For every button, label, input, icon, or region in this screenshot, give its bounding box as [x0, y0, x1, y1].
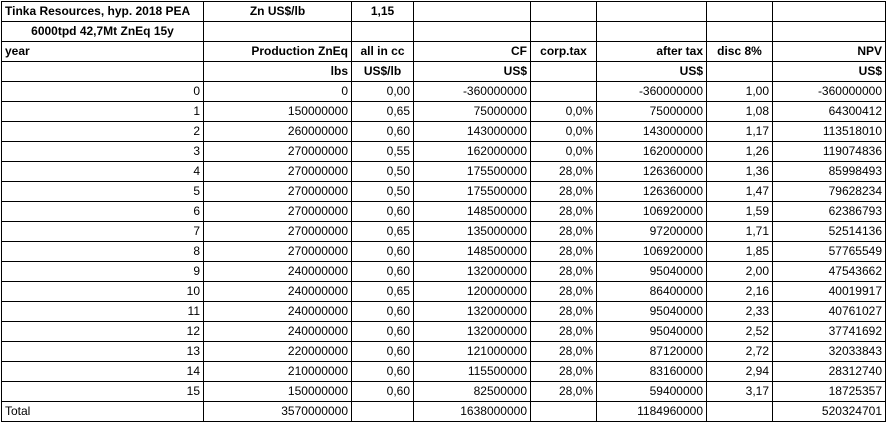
cell-aftertax[interactable]: 106920000 — [597, 202, 707, 222]
table-row — [2, 362, 886, 382]
cell-cf[interactable]: 148500000 — [414, 202, 531, 222]
cell-tax[interactable]: 28,0% — [531, 342, 597, 362]
price-value-cell[interactable]: 1,15 — [352, 2, 414, 22]
cell-aftertax[interactable]: 162000000 — [597, 142, 707, 162]
total-cf[interactable]: 1638000000 — [414, 402, 531, 422]
cell-npv[interactable]: 64300412 — [773, 102, 886, 122]
cell-disc[interactable]: 1,36 — [707, 162, 773, 182]
cell-aftertax[interactable]: 97200000 — [597, 222, 707, 242]
cell-production[interactable]: 270000000 — [204, 182, 352, 202]
cell-aftertax[interactable]: -360000000 — [597, 82, 707, 102]
cell-npv[interactable]: 79628234 — [773, 182, 886, 202]
table-row — [2, 302, 886, 322]
cell-disc[interactable]: 1,17 — [707, 122, 773, 142]
empty-cell[interactable] — [707, 402, 773, 422]
cell-allin[interactable]: 0,65 — [352, 222, 414, 242]
total-npv[interactable]: 520324701 — [773, 402, 886, 422]
cell-npv[interactable]: 28312740 — [773, 362, 886, 382]
cell-aftertax[interactable]: 83160000 — [597, 362, 707, 382]
empty-cell[interactable] — [414, 2, 531, 22]
cell-allin[interactable]: 0,60 — [352, 362, 414, 382]
empty-cell[interactable] — [597, 22, 707, 42]
cell-disc[interactable]: 1,59 — [707, 202, 773, 222]
empty-cell[interactable] — [773, 2, 886, 22]
cell-tax[interactable]: 28,0% — [531, 182, 597, 202]
cell-aftertax[interactable]: 143000000 — [597, 122, 707, 142]
total-aftertax[interactable]: 1184960000 — [597, 402, 707, 422]
cell-aftertax[interactable]: 95040000 — [597, 322, 707, 342]
cell-production[interactable]: 150000000 — [204, 382, 352, 402]
unit-cf[interactable]: US$ — [414, 62, 531, 82]
cell-disc[interactable]: 2,94 — [707, 362, 773, 382]
cell-aftertax[interactable]: 59400000 — [597, 382, 707, 402]
empty-cell[interactable] — [414, 22, 531, 42]
cell-npv[interactable]: 40761027 — [773, 302, 886, 322]
cell-cf[interactable]: 175500000 — [414, 162, 531, 182]
cell-cf[interactable]: 132000000 — [414, 302, 531, 322]
total-label[interactable]: Total — [2, 402, 204, 422]
header-production[interactable]: Production ZnEq — [204, 42, 352, 62]
table-row — [2, 282, 886, 302]
table-row — [2, 222, 886, 242]
cell-allin[interactable]: 0,60 — [352, 342, 414, 362]
cell-year[interactable]: 4 — [2, 162, 204, 182]
cell-cf[interactable]: 132000000 — [414, 322, 531, 342]
cell-tax[interactable]: 0,0% — [531, 122, 597, 142]
table-row — [2, 202, 886, 222]
cell-cf[interactable]: 135000000 — [414, 222, 531, 242]
unit-production[interactable]: lbs — [204, 62, 352, 82]
cell-tax[interactable]: 28,0% — [531, 362, 597, 382]
sheet-subtitle-cell[interactable]: 6000tpd 42,7Mt ZnEq 15y — [2, 22, 204, 42]
cell-disc[interactable]: 1,00 — [707, 82, 773, 102]
cell-year[interactable]: 0 — [2, 82, 204, 102]
cell-disc[interactable]: 1,85 — [707, 242, 773, 262]
empty-cell[interactable] — [352, 402, 414, 422]
cell-year[interactable]: 5 — [2, 182, 204, 202]
cell-disc[interactable]: 2,16 — [707, 282, 773, 302]
cell-allin[interactable]: 0,60 — [352, 302, 414, 322]
cell-tax[interactable]: 28,0% — [531, 262, 597, 282]
table-row — [2, 262, 886, 282]
cell-year[interactable]: 15 — [2, 382, 204, 402]
empty-cell[interactable] — [352, 22, 414, 42]
cell-npv[interactable]: 57765549 — [773, 242, 886, 262]
header-disc[interactable]: disc 8% — [707, 42, 773, 62]
cell-npv[interactable]: 85998493 — [773, 162, 886, 182]
title-row — [2, 2, 886, 22]
empty-cell[interactable] — [707, 62, 773, 82]
cell-tax[interactable]: 28,0% — [531, 162, 597, 182]
cell-cf[interactable]: 75000000 — [414, 102, 531, 122]
cell-production[interactable]: 240000000 — [204, 282, 352, 302]
cell-allin[interactable]: 0,50 — [352, 182, 414, 202]
npv-spreadsheet — [1, 1, 886, 422]
cell-npv[interactable]: 37741692 — [773, 322, 886, 342]
cell-aftertax[interactable]: 95040000 — [597, 262, 707, 282]
cell-year[interactable]: 12 — [2, 322, 204, 342]
sheet-title-cell[interactable]: Tinka Resources, hyp. 2018 PEA — [2, 2, 204, 22]
empty-cell[interactable] — [531, 22, 597, 42]
cell-year[interactable]: 11 — [2, 302, 204, 322]
cell-cf[interactable]: 121000000 — [414, 342, 531, 362]
cell-production[interactable]: 270000000 — [204, 162, 352, 182]
cell-disc[interactable]: 1,08 — [707, 102, 773, 122]
cell-npv[interactable]: 40019917 — [773, 282, 886, 302]
empty-cell[interactable] — [531, 62, 597, 82]
table-row — [2, 82, 886, 102]
cell-npv[interactable]: 32033843 — [773, 342, 886, 362]
empty-cell[interactable] — [204, 22, 352, 42]
header-npv[interactable]: NPV — [773, 42, 886, 62]
empty-cell[interactable] — [707, 22, 773, 42]
cell-production[interactable]: 240000000 — [204, 322, 352, 342]
cell-npv[interactable]: 119074836 — [773, 142, 886, 162]
cell-disc[interactable]: 1,26 — [707, 142, 773, 162]
cell-cf[interactable]: 82500000 — [414, 382, 531, 402]
table-row — [2, 102, 886, 122]
empty-cell[interactable] — [2, 62, 204, 82]
cell-npv[interactable]: 47543662 — [773, 262, 886, 282]
cell-cf[interactable]: 162000000 — [414, 142, 531, 162]
cell-allin[interactable]: 0,65 — [352, 102, 414, 122]
cell-allin[interactable]: 0,60 — [352, 382, 414, 402]
cell-year[interactable]: 9 — [2, 262, 204, 282]
cell-production[interactable]: 260000000 — [204, 122, 352, 142]
empty-cell[interactable] — [773, 22, 886, 42]
cell-allin[interactable]: 0,50 — [352, 162, 414, 182]
cell-disc[interactable]: 1,71 — [707, 222, 773, 242]
empty-cell[interactable] — [531, 402, 597, 422]
cell-year[interactable]: 13 — [2, 342, 204, 362]
cell-production[interactable]: 270000000 — [204, 242, 352, 262]
header-cf[interactable]: CF — [414, 42, 531, 62]
cell-year[interactable]: 8 — [2, 242, 204, 262]
header-aftertax[interactable]: after tax — [597, 42, 707, 62]
cell-tax[interactable]: 28,0% — [531, 202, 597, 222]
cell-tax[interactable]: 28,0% — [531, 382, 597, 402]
cell-year[interactable]: 1 — [2, 102, 204, 122]
table-row — [2, 322, 886, 342]
cell-aftertax[interactable]: 126360000 — [597, 182, 707, 202]
cell-disc[interactable]: 2,52 — [707, 322, 773, 342]
price-label-cell[interactable]: Zn US$/lb — [204, 2, 352, 22]
table-row — [2, 342, 886, 362]
cell-disc[interactable]: 1,47 — [707, 182, 773, 202]
subtitle-row — [2, 22, 886, 42]
header-year[interactable]: year — [2, 42, 204, 62]
empty-cell[interactable] — [597, 2, 707, 22]
cell-year[interactable]: 14 — [2, 362, 204, 382]
cell-production[interactable]: 240000000 — [204, 302, 352, 322]
cell-aftertax[interactable]: 86400000 — [597, 282, 707, 302]
cell-production[interactable]: 270000000 — [204, 142, 352, 162]
cell-allin[interactable]: 0,65 — [352, 282, 414, 302]
cell-cf[interactable]: 148500000 — [414, 242, 531, 262]
header-tax[interactable]: corp.tax — [531, 42, 597, 62]
cell-npv[interactable]: -360000000 — [773, 82, 886, 102]
cell-tax[interactable]: 28,0% — [531, 302, 597, 322]
cell-tax[interactable]: 28,0% — [531, 282, 597, 302]
cell-year[interactable]: 10 — [2, 282, 204, 302]
cell-year[interactable]: 7 — [2, 222, 204, 242]
cell-npv[interactable]: 18725357 — [773, 382, 886, 402]
cell-production[interactable]: 0 — [204, 82, 352, 102]
cell-year[interactable]: 6 — [2, 202, 204, 222]
cell-tax[interactable] — [531, 82, 597, 102]
cell-aftertax[interactable]: 75000000 — [597, 102, 707, 122]
cell-npv[interactable]: 52514136 — [773, 222, 886, 242]
cell-cf[interactable]: 115500000 — [414, 362, 531, 382]
table-row — [2, 162, 886, 182]
cell-aftertax[interactable]: 106920000 — [597, 242, 707, 262]
cell-year[interactable]: 3 — [2, 142, 204, 162]
cell-tax[interactable]: 0,0% — [531, 142, 597, 162]
cell-cf[interactable]: -360000000 — [414, 82, 531, 102]
unit-aftertax[interactable]: US$ — [597, 62, 707, 82]
unit-npv[interactable]: US$ — [773, 62, 886, 82]
table-row — [2, 242, 886, 262]
cell-production[interactable]: 150000000 — [204, 102, 352, 122]
cell-allin[interactable]: 0,55 — [352, 142, 414, 162]
cell-tax[interactable]: 28,0% — [531, 222, 597, 242]
cell-tax[interactable]: 28,0% — [531, 242, 597, 262]
total-row — [2, 402, 886, 422]
cell-disc[interactable]: 2,72 — [707, 342, 773, 362]
header-allin[interactable]: all in cc — [352, 42, 414, 62]
header-row — [2, 42, 886, 62]
total-production[interactable]: 3570000000 — [204, 402, 352, 422]
cell-production[interactable]: 270000000 — [204, 222, 352, 242]
cell-aftertax[interactable]: 95040000 — [597, 302, 707, 322]
cell-production[interactable]: 270000000 — [204, 202, 352, 222]
empty-cell[interactable] — [531, 2, 597, 22]
table-row — [2, 142, 886, 162]
cell-cf[interactable]: 143000000 — [414, 122, 531, 142]
cell-tax[interactable]: 28,0% — [531, 322, 597, 342]
units-row — [2, 62, 886, 82]
cell-allin[interactable]: 0,60 — [352, 262, 414, 282]
cell-npv[interactable]: 62386793 — [773, 202, 886, 222]
cell-disc[interactable]: 2,33 — [707, 302, 773, 322]
cell-allin[interactable]: 0,60 — [352, 202, 414, 222]
cell-cf[interactable]: 120000000 — [414, 282, 531, 302]
cell-npv[interactable]: 113518010 — [773, 122, 886, 142]
cell-cf[interactable]: 132000000 — [414, 262, 531, 282]
cell-allin[interactable]: 0,00 — [352, 82, 414, 102]
table-row — [2, 382, 886, 402]
cell-cf[interactable]: 175500000 — [414, 182, 531, 202]
table-row — [2, 182, 886, 202]
empty-cell[interactable] — [707, 2, 773, 22]
cell-aftertax[interactable]: 87120000 — [597, 342, 707, 362]
cell-allin[interactable]: 0,60 — [352, 242, 414, 262]
cell-aftertax[interactable]: 126360000 — [597, 162, 707, 182]
cell-disc[interactable]: 3,17 — [707, 382, 773, 402]
cell-production[interactable]: 240000000 — [204, 262, 352, 282]
cell-year[interactable]: 2 — [2, 122, 204, 142]
cell-tax[interactable]: 0,0% — [531, 102, 597, 122]
cell-disc[interactable]: 2,00 — [707, 262, 773, 282]
table-row — [2, 122, 886, 142]
cell-allin[interactable]: 0,60 — [352, 322, 414, 342]
unit-allin[interactable]: US$/lb — [352, 62, 414, 82]
cell-allin[interactable]: 0,60 — [352, 122, 414, 142]
cell-production[interactable]: 210000000 — [204, 362, 352, 382]
cell-production[interactable]: 220000000 — [204, 342, 352, 362]
